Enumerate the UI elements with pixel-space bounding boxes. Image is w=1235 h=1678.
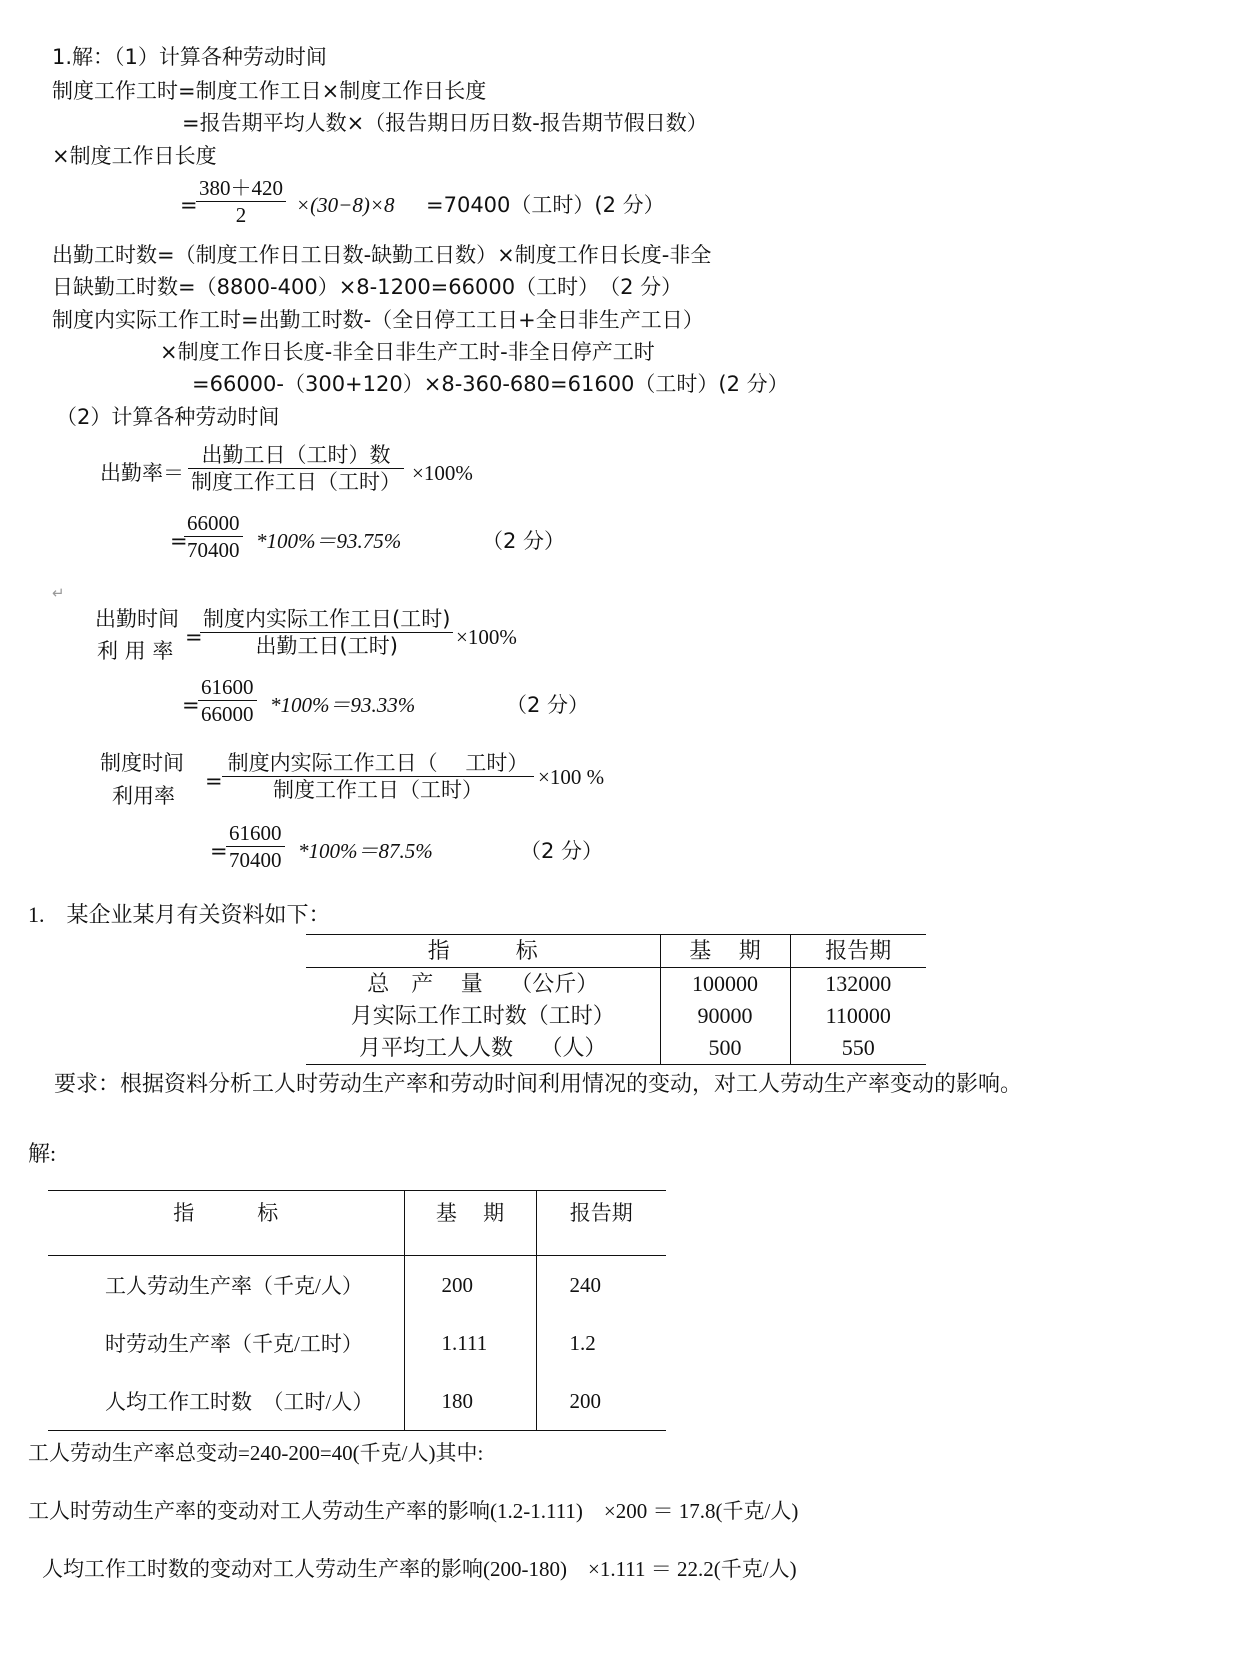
fraction-denominator: 出勤工日(工时) xyxy=(255,634,398,658)
formula-result: *100%＝87.5% xyxy=(298,839,433,863)
table-row xyxy=(306,968,926,1001)
fraction-denominator: 70400 xyxy=(229,848,282,872)
table-header-cell: 基 期 xyxy=(404,1191,536,1256)
table-cell: 月平均工人人数 （人） xyxy=(306,1032,660,1065)
table-header-cell: 报告期 xyxy=(536,1191,666,1256)
fraction-denominator: 70400 xyxy=(187,538,240,562)
table-row xyxy=(48,1256,666,1315)
score-note: （2 分） xyxy=(482,529,566,553)
fraction-denominator: 66000 xyxy=(201,702,254,726)
table-cell: 1.111 xyxy=(404,1314,536,1372)
formula-line: 制度内实际工作工时=出勤工时数-（全日停工工日+全日非生产工日） xyxy=(52,308,704,332)
percent-factor: ×100% xyxy=(412,461,473,485)
table-cell: 人均工作工时数 （工时/人） xyxy=(48,1372,404,1431)
table-cell: 100000 xyxy=(660,968,790,1001)
table-cell: 总 产 量 （公斤） xyxy=(367,971,599,996)
table-row xyxy=(306,1000,926,1032)
table-cell: 工人劳动生产率（千克/人） xyxy=(105,1274,363,1298)
fraction xyxy=(226,820,285,873)
fraction-numerator: 制度内实际工作工日（ 工时） xyxy=(227,751,529,775)
percent-factor: ×100% xyxy=(456,625,517,649)
fraction xyxy=(188,442,404,495)
fraction-denominator: 制度工作工日（工时） xyxy=(191,470,401,494)
formula-line: =66000-（300+120）×8-360-680=61600（工时）(2 分） xyxy=(192,372,789,396)
table-row xyxy=(48,1314,666,1372)
fraction xyxy=(198,674,257,727)
table-header-row xyxy=(48,1191,666,1256)
table-cell: 1.2 xyxy=(569,1330,596,1355)
fraction xyxy=(200,606,453,659)
fraction-numerator: 出勤工日（工时）数 xyxy=(201,443,391,467)
table-cell: 90000 xyxy=(660,1000,790,1032)
table-header-cell: 指 标 xyxy=(48,1191,404,1256)
fraction-numerator: 61600 xyxy=(229,821,282,845)
table-header-row xyxy=(306,935,926,968)
fraction-denominator: 制度工作工日（工时） xyxy=(273,778,483,802)
equals-sign: = xyxy=(170,529,188,553)
table-cell: 月实际工作工时数（工时） xyxy=(350,1003,615,1028)
solution-table xyxy=(48,1190,666,1431)
formula-line: 日缺勤工时数=（8800-400）×8-1200=66000（工时） （2 分） xyxy=(52,275,683,299)
paragraph-mark: ↵ xyxy=(52,584,65,602)
table-cell: 240 xyxy=(569,1272,601,1297)
table-cell: 180 xyxy=(404,1372,536,1431)
equals-sign: = xyxy=(185,625,203,649)
formula-line: ×制度工作日长度 xyxy=(52,144,217,168)
formula-expression: ×(30−8)×8 xyxy=(296,193,395,217)
formula-result: *100%＝93.75% xyxy=(256,529,402,553)
equals-sign: = xyxy=(210,839,228,863)
problem-requirement: 要求：根据资料分析工人时劳动生产率和劳动时间利用情况的变动，对工人劳动生产率变动的影响。 xyxy=(54,1071,1023,1096)
equals-sign: = xyxy=(180,193,198,217)
table-cell: 550 xyxy=(790,1032,926,1065)
fraction-numerator: 61600 xyxy=(201,675,254,699)
problem-title: 1. 某企业某月有关资料如下： xyxy=(28,902,331,927)
table-row xyxy=(306,1032,926,1065)
equals-sign: = xyxy=(182,693,200,717)
solution-line: 人均工作工时数的变动对工人劳动生产率的影响(200-180) ×1.111 ＝ 22.2(千克/人) xyxy=(42,1557,797,1581)
score-note: （2 分） xyxy=(520,839,604,863)
fraction xyxy=(196,175,286,228)
fraction-numerator: 380＋420 xyxy=(199,176,283,200)
formula-result: =70400（工时）(2 分） xyxy=(426,193,665,217)
fraction-denominator: 2 xyxy=(235,203,247,227)
table-cell: 200 xyxy=(404,1256,536,1315)
formula-result: *100%＝93.33% xyxy=(270,693,416,717)
table-row xyxy=(48,1372,666,1431)
table-header-cell: 报告期 xyxy=(790,935,926,968)
solution-line: 工人时劳动生产率的变动对工人劳动生产率的影响(1.2-1.111) ×200 ＝ 17.8(千克/人) xyxy=(28,1499,799,1523)
equals-sign: = xyxy=(205,769,223,793)
fraction xyxy=(222,750,534,803)
rate-label: 出勤时间 xyxy=(95,607,179,631)
fraction-numerator: 制度内实际工作工日(工时) xyxy=(203,607,451,631)
percent-factor: ×100 % xyxy=(538,765,605,789)
table-cell: 132000 xyxy=(825,971,892,996)
formula-line: 出勤工时数=（制度工作日工日数-缺勤工日数）×制度工作日长度-非全 xyxy=(52,243,712,267)
table-cell: 500 xyxy=(660,1032,790,1065)
table-cell: 200 xyxy=(536,1372,666,1431)
table-cell: 110000 xyxy=(825,1003,891,1028)
solution-heading: 1.解：（1）计算各种劳动时间 xyxy=(52,45,327,69)
section-heading: （2）计算各种劳动时间 xyxy=(56,405,280,429)
fraction xyxy=(184,510,243,563)
fraction-numerator: 66000 xyxy=(187,511,240,535)
solution-line: 工人劳动生产率总变动=240-200=40(千克/人)其中: xyxy=(28,1441,484,1465)
data-table xyxy=(306,934,926,1065)
formula-line: 制度工作工时=制度工作工日×制度工作日长度 xyxy=(52,79,487,103)
table-cell: 时劳动生产率（千克/工时） xyxy=(105,1332,363,1356)
table-header-cell: 指 标 xyxy=(306,935,660,968)
rate-label: 制度时间 xyxy=(100,751,184,775)
rate-label: 利用率 xyxy=(112,784,175,808)
solution-label: 解: xyxy=(28,1141,57,1166)
table-header-cell: 基 期 xyxy=(660,935,790,968)
formula-line: =报告期平均人数×（报告期日历日数-报告期节假日数） xyxy=(182,111,708,135)
score-note: （2 分） xyxy=(506,693,590,717)
formula-line: ×制度工作日长度-非全日非生产工时-非全日停产工时 xyxy=(160,340,655,364)
rate-label: 出勤率＝ xyxy=(100,461,184,485)
rate-label: 利 用 率 xyxy=(97,639,174,663)
